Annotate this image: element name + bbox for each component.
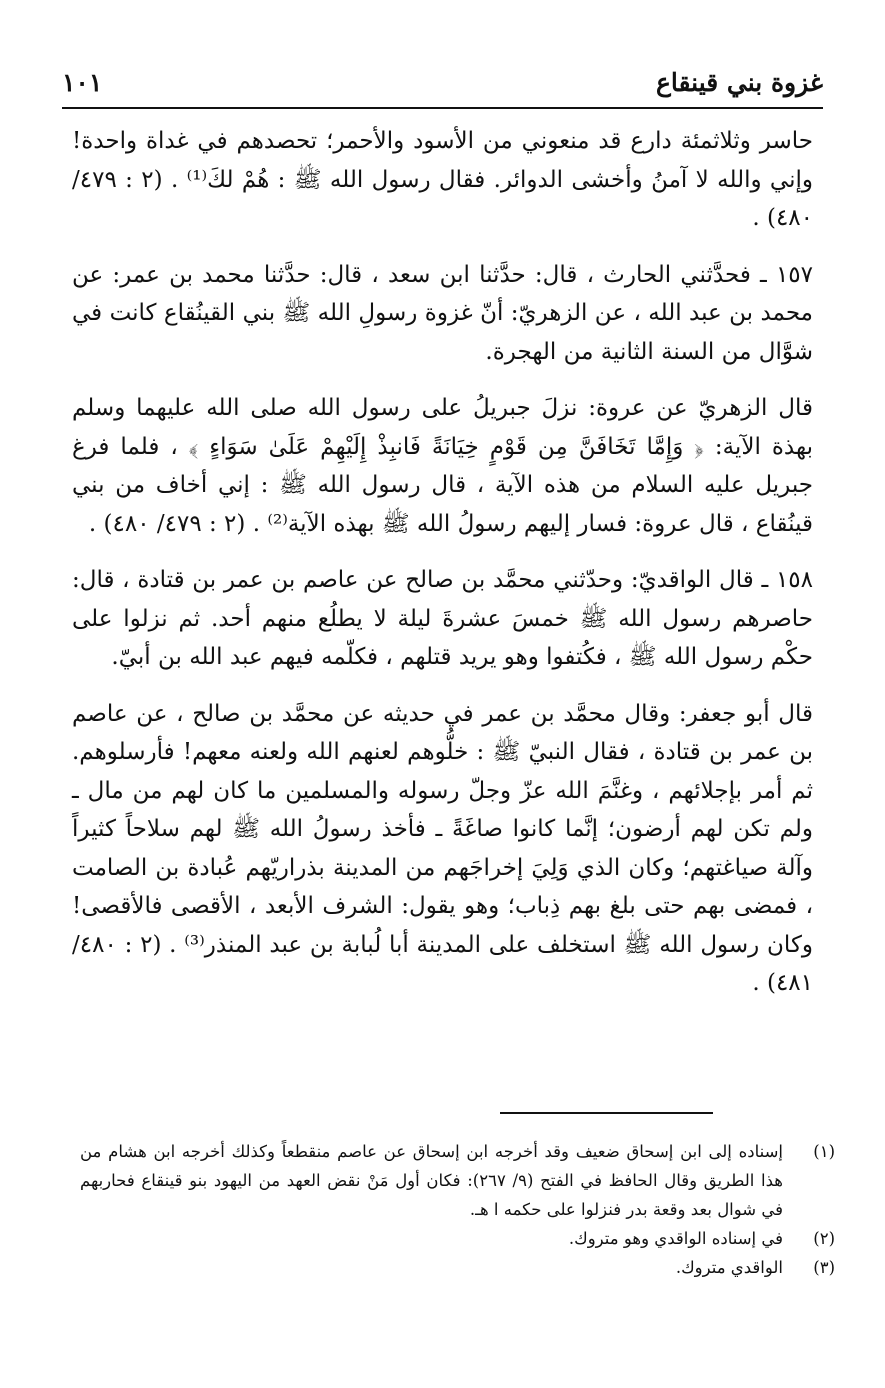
footnote	[80, 1137, 835, 1224]
running-title: غزوة بني قينقاع	[655, 68, 823, 97]
footnote-rule	[500, 1112, 713, 1114]
footnote-marker: (٢)	[813, 1229, 835, 1248]
paragraph: حاسر وثلاثمئة دارع قد منعوني من الأسود والأحمر؛ تحصدهم في غداة واحدة! وإني والله لا آمنُ وأخشى الدوائر. فقال رسول الله ﷺ : هُمْ لكَ⁽¹⁾ . (٢ : ٤٧٩/ ٤٨٠) .	[72, 128, 813, 231]
paragraph: ١٥٧ ـ فحدَّثني الحارث ، قال: حدَّثنا ابن سعد ، قال: حدَّثنا محمد بن عمر: عن محمد بن عبد الله ، عن الزهريّ: أنّ غزوة رسولِ الله ﷺ بني القينُقاع كانت في شوَّال من السنة الثانية من الهجرة.	[72, 261, 813, 365]
footnote-text: إسناده إلى ابن إسحاق ضعيف وقد أخرجه ابن إسحاق عن عاصم منقطعاً وكذلك أخرجه ابن هشام من هذا الطريق وقال الحافظ في الفتح (٩/ ٢٦٧): فكان أول مَنْ نقض العهد من اليهود بنو قينقاع فحاربهم في شوال بعد وقعة بدر فنزلوا على حكمه ا هـ.	[80, 1142, 783, 1219]
footnote	[80, 1253, 835, 1282]
footnote	[80, 1224, 835, 1253]
footnote-marker: (٣)	[813, 1258, 835, 1277]
paragraph: ١٥٨ ـ قال الواقديّ: وحدّثني محمَّد بن صالح عن عاصم بن عمر بن قتادة ، قال: حاصرهم رسول الله ﷺ خمسَ عشرةَ ليلة لا يطلُع منهم أحد. ثم نزلوا على حكْم رسول الله ﷺ ، فكُتفوا وهو يريد قتلهم ، فكلّمه فيهم عبد الله بن أبيّ.	[72, 567, 813, 670]
paragraph: قال أبو جعفر: وقال محمَّد بن عمر في حديثه عن محمَّد بن صالح ، عن عاصم بن عمر بن قتادة ، فقال النبيّ ﷺ : خلُّوهم لعنهم الله ولعنه معهم! فأرسلوهم. ثم أمر بإجلائهم ، وغنَّمَ الله عزّ وجلّ رسوله والمسلمين ما كان لهم من مال ـ ولم تكن لهم أرضون؛ إنَّما كانوا صاغَةً ـ فأخذ رسولُ الله ﷺ لهم سلاحاً كثيراً وآلة صياغتهم؛ وكان الذي وَلِيَ إخراجَهم من المدينة بذراريّهم عُبادة بن الصامت ، فمضى بهم حتى بلغ بهم ذِباب؛ وهو يقول: الشرف الأبعد ، الأقصى فالأقصى! وكان رسول الله ﷺ استخلف على المدينة أبا لُبابة بن عبد المنذر⁽³⁾ . (٢ : ٤٨٠/ ٤٨١) .	[72, 700, 813, 996]
header-rule	[62, 107, 823, 109]
page-header	[62, 62, 823, 102]
page-number: ١٠١	[62, 68, 103, 97]
footnote-marker: (١)	[813, 1142, 835, 1161]
main-text	[72, 122, 813, 1003]
footnotes	[80, 1137, 835, 1282]
footnote-text: الواقدي متروك.	[675, 1258, 783, 1277]
footnote-text: في إسناده الواقدي وهو متروك.	[568, 1229, 783, 1248]
paragraph: قال الزهريّ عن عروة: نزلَ جبريلُ على رسول الله صلى الله عليهما وسلم بهذة الآية: ﴿ وَإِمَّا تَخَافَنَّ مِن قَوْمٍ خِيَانَةً فَانبِذْ إِلَيْهِمْ عَلَىٰ سَوَاءٍ ﴾ ، فلما فرغ جبريل عليه السلام من هذه الآية ، قال رسول الله ﷺ : إني أخاف من بني قينُقاع ، قال عروة: فسار إليهم رسولُ الله ﷺ بهذه الآية⁽²⁾ . (٢ : ٤٧٩/ ٤٨٠) .	[72, 395, 813, 537]
